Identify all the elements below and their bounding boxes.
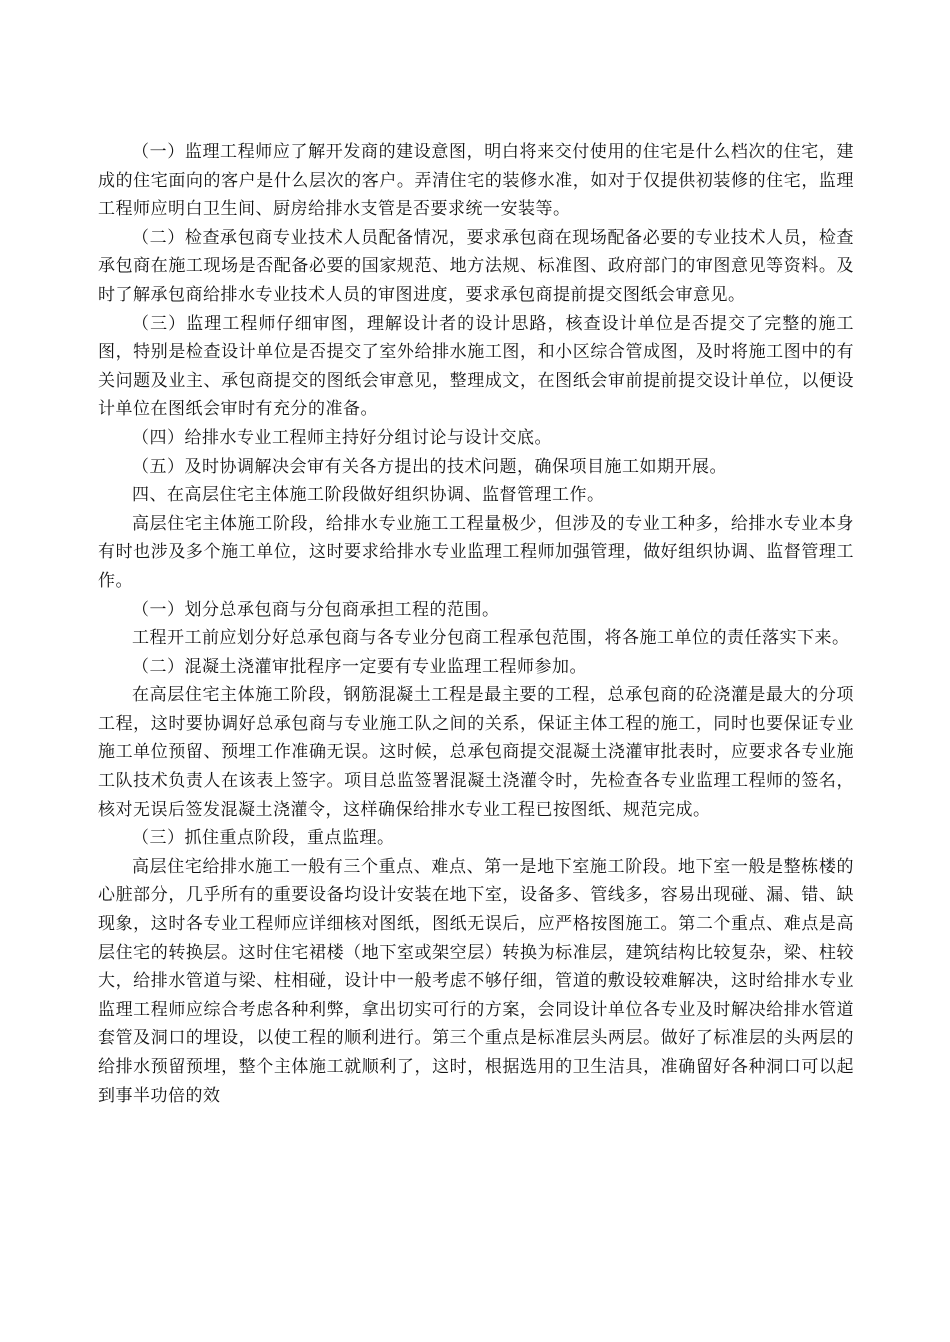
paragraph-4: （四）给排水专业工程师主持好分组讨论与设计交底。: [132, 427, 552, 448]
paragraph-2: （二）检查承包商专业技术人员配备情况，要求承包商在现场配备必要的专业技术人员，检查承包商在施工现场是否配备必要的国家规范、地方法规、标准图、政府部门的审图意见等资料。及时了解承包商给排水专业技术人员的审图进度，要求承包商提前提交图纸会审意见。: [98, 227, 854, 305]
document-page: [98, 138, 854, 1110]
paragraph-12: （三）抓住重点阶段，重点监理。: [132, 828, 395, 849]
paragraph-9: 工程开工前应划分好总承包商与各专业分包商工程承包范围，将各施工单位的责任落实下来。: [132, 628, 850, 649]
section-heading-4: 四、在高层住宅主体施工阶段做好组织协调、监督管理工作。: [132, 485, 605, 506]
paragraph-1: （一）监理工程师应了解开发商的建设意图，明白将来交付使用的住宅是什么档次的住宅，建成的住宅面向的客户是什么层次的客户。弄清住宅的装修水准，如对于仅提供初装修的住宅，监理工程师应明白卫生间、厨房给排水支管是否要求统一安装等。: [98, 142, 854, 220]
paragraph-5: （五）及时协调解决会审有关各方提出的技术问题，确保项目施工如期开展。: [132, 456, 727, 477]
paragraph-8: （一）划分总承包商与分包商承担工程的范围。: [132, 599, 500, 620]
paragraph-13: 高层住宅给排水施工一般有三个重点、难点、第一是地下室施工阶段。地下室一般是整栋楼的心脏部分，几乎所有的重要设备均设计安装在地下室，设备多、管线多，容易出现碰、漏、错、缺现象，这时各专业工程师应详细核对图纸，图纸无误后，应严格按图施工。第二个重点、难点是高层住宅的转换层。这时住宅裙楼（地下室或架空层）转换为标准层，建筑结构比较复杂，梁、柱较大，给排水管道与梁、柱相碰，设计中一般考虑不够仔细，管道的敷设较难解决，这时给排水专业监理工程师应综合考虑各种利弊，拿出切实可行的方案，会同设计单位各专业及时解决给排水管道套管及洞口的埋设，以使工程的顺利进行。第三个重点是标准层头两层。做好了标准层的头两层的给排水预留预埋，整个主体施工就顺利了，这时，根据选用的卫生洁具，准确留好各种洞口可以起到事半功倍的效: [98, 856, 854, 1106]
paragraph-3: （三）监理工程师仔细审图，理解设计者的设计思路，核查设计单位是否提交了完整的施工图，特别是检查设计单位是否提交了室外给排水施工图，和小区综合管成图，及时将施工图中的有关问题及业主、承包商提交的图纸会审意见，整理成文，在图纸会审前提前提交设计单位，以便设计单位在图纸会审时有充分的准备。: [98, 313, 854, 420]
paragraph-10: （二）混凝土浇灌审批程序一定要有专业监理工程师参加。: [132, 656, 587, 677]
paragraph-11: 在高层住宅主体施工阶段，钢筋混凝土工程是最主要的工程，总承包商的砼浇灌是最大的分项工程，这时要协调好总承包商与专业施工队之间的关系，保证主体工程的施工，同时也要保证专业施工单位预留、预埋工作准确无误。这时候，总承包商提交混凝土浇灌审批表时，应要求各专业施工队技术负责人在该表上签字。项目总监签署混凝土浇灌令时，先检查各专业监理工程师的签名，核对无误后签发混凝土浇灌令，这样确保给排水专业工程已按图纸、规范完成。: [98, 685, 854, 820]
paragraph-7: 高层住宅主体施工阶段，给排水专业施工工程量极少，但涉及的专业工种多，给排水专业本身有时也涉及多个施工单位，这时要求给排水专业监理工程师加强管理，做好组织协调、监督管理工作。: [98, 513, 854, 591]
